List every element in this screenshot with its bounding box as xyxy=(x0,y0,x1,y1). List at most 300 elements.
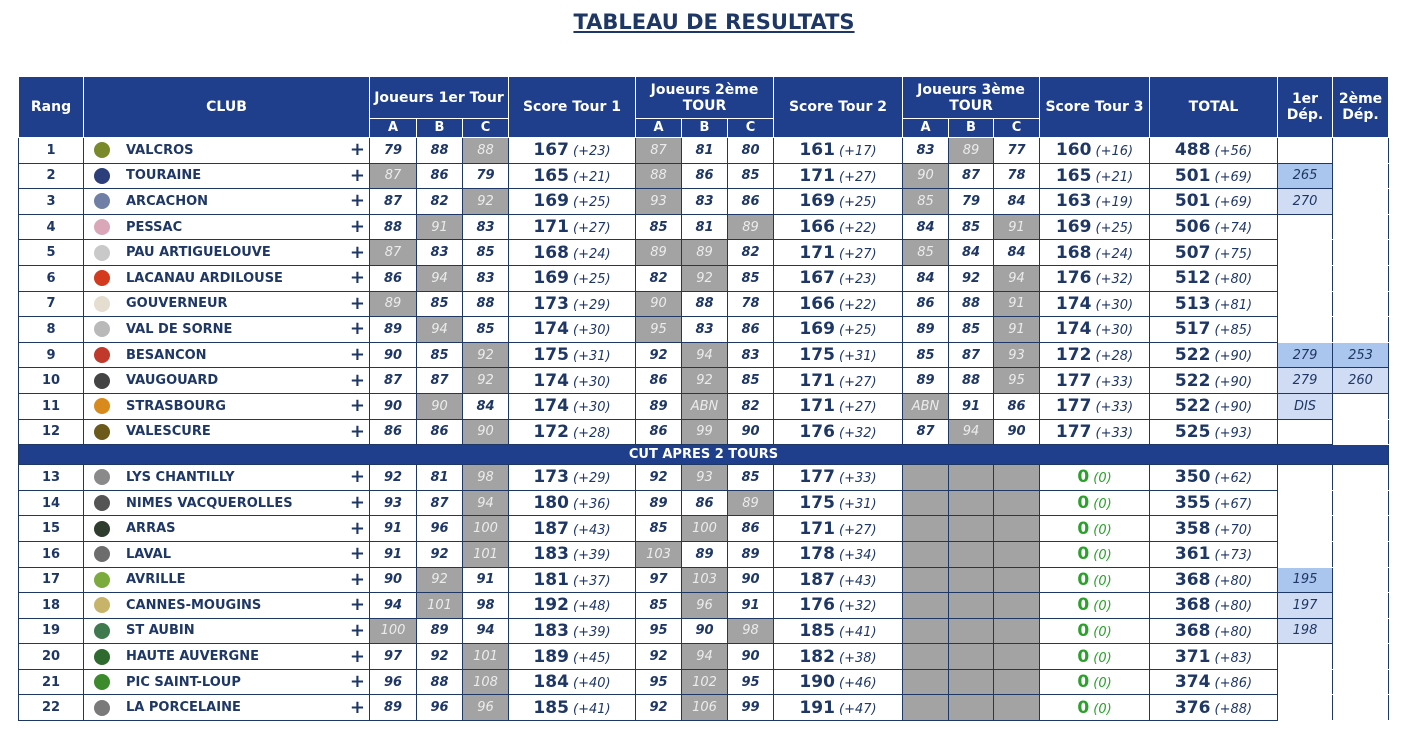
expand-plus-icon[interactable]: + xyxy=(349,466,365,488)
score-tour2-relative: (+22) xyxy=(839,221,877,237)
header-score-tour-1: Score Tour 1 xyxy=(509,77,636,138)
rank-cell: 12 xyxy=(19,419,84,445)
expand-plus-icon[interactable]: + xyxy=(349,420,365,442)
rank-cell: 14 xyxy=(19,490,84,516)
tiebreak-2eme-dep xyxy=(1333,189,1389,215)
score-tour3-relative: (+33) xyxy=(1095,374,1134,390)
tiebreak-1er-dep xyxy=(1278,419,1333,445)
tiebreak-2eme-dep xyxy=(1333,644,1389,670)
player-score-tour1-a: 100 xyxy=(370,618,417,644)
club-cell-content xyxy=(88,568,369,590)
score-tour1-relative: (+37) xyxy=(573,573,611,589)
tiebreak-1er-dep: 198 xyxy=(1278,618,1333,644)
player-score-tour2-a: 88 xyxy=(636,163,682,189)
player-score-tour3-b-empty xyxy=(949,695,994,721)
score-tour3-value: 0 xyxy=(1077,697,1090,718)
club-cell xyxy=(84,189,370,215)
score-tour1 xyxy=(509,240,636,266)
score-tour2 xyxy=(774,593,903,619)
score-tour3-relative: (0) xyxy=(1093,599,1112,615)
player-score-tour2-b: 100 xyxy=(682,516,728,542)
score-tour3 xyxy=(1040,419,1150,445)
expand-plus-icon[interactable]: + xyxy=(349,395,365,417)
total-value: 376 xyxy=(1174,697,1211,718)
score-tour2-relative: (+32) xyxy=(839,599,877,615)
score-tour3 xyxy=(1040,465,1150,491)
score-tour1-value: 171 xyxy=(533,217,569,238)
club-logo-icon xyxy=(94,546,110,562)
score-tour3-relative: (0) xyxy=(1093,548,1112,564)
player-score-tour3-a: 85 xyxy=(903,240,949,266)
player-score-tour3-c: 95 xyxy=(994,368,1040,394)
player-score-tour2-c: 90 xyxy=(728,419,774,445)
player-score-tour1-a: 88 xyxy=(370,214,417,240)
expand-plus-icon[interactable]: + xyxy=(349,292,365,314)
club-cell xyxy=(84,567,370,593)
score-tour1 xyxy=(509,541,636,567)
score-tour1-value: 175 xyxy=(533,345,569,366)
club-logo-icon xyxy=(94,674,110,690)
rank-cell: 21 xyxy=(19,669,84,695)
score-tour2-relative: (+17) xyxy=(839,144,877,160)
club-cell xyxy=(84,644,370,670)
total-value: 374 xyxy=(1174,672,1211,693)
player-score-tour1-b: 96 xyxy=(417,516,463,542)
player-score-tour1-b: 89 xyxy=(417,618,463,644)
player-score-tour1-a: 94 xyxy=(370,593,417,619)
total-cell xyxy=(1150,163,1278,189)
score-tour1 xyxy=(509,618,636,644)
club-cell xyxy=(84,419,370,445)
expand-plus-icon[interactable]: + xyxy=(349,318,365,340)
score-tour1-relative: (+30) xyxy=(573,323,611,339)
player-score-tour3-b: 91 xyxy=(949,393,994,419)
player-score-tour1-c: 85 xyxy=(463,317,509,343)
player-score-tour2-c: 86 xyxy=(728,317,774,343)
player-score-tour2-a: 89 xyxy=(636,490,682,516)
player-score-tour1-a: 96 xyxy=(370,669,417,695)
player-score-tour2-a: 87 xyxy=(636,138,682,164)
expand-plus-icon[interactable]: + xyxy=(349,369,365,391)
total-value: 517 xyxy=(1174,319,1211,340)
score-tour1-value: 167 xyxy=(533,140,569,161)
score-tour2 xyxy=(774,465,903,491)
club-logo-icon xyxy=(94,469,110,485)
player-score-tour3-b: 87 xyxy=(949,342,994,368)
score-tour3-value: 174 xyxy=(1055,319,1092,340)
expand-plus-icon[interactable]: + xyxy=(349,492,365,514)
expand-plus-icon[interactable]: + xyxy=(349,696,365,718)
cut-label: CUT APRES 2 TOURS xyxy=(19,445,1389,465)
player-score-tour3-a: ABN xyxy=(903,393,949,419)
expand-plus-icon[interactable]: + xyxy=(349,216,365,238)
rank-cell: 8 xyxy=(19,317,84,343)
header-t2-c: C xyxy=(728,119,774,138)
player-score-tour3-a: 87 xyxy=(903,419,949,445)
player-score-tour3-b: 88 xyxy=(949,368,994,394)
total-value: 513 xyxy=(1174,293,1211,314)
club-logo-icon xyxy=(94,142,110,158)
rank-cell: 2 xyxy=(19,163,84,189)
player-score-tour1-b: 91 xyxy=(417,214,463,240)
total-cell xyxy=(1150,490,1278,516)
results-body-cut xyxy=(19,465,1389,721)
player-score-tour3-b: 92 xyxy=(949,265,994,291)
player-score-tour2-b: 92 xyxy=(682,368,728,394)
player-score-tour1-a: 89 xyxy=(370,291,417,317)
tiebreak-1er-dep: DIS xyxy=(1278,393,1333,419)
player-score-tour3-a-empty xyxy=(903,669,949,695)
player-score-tour2-a: 85 xyxy=(636,593,682,619)
rank-cell: 10 xyxy=(19,368,84,394)
club-cell-content xyxy=(88,267,369,289)
score-tour2-relative: (+34) xyxy=(839,548,877,564)
tiebreak-1er-dep xyxy=(1278,138,1333,164)
score-tour2 xyxy=(774,490,903,516)
club-logo-icon xyxy=(94,373,110,389)
total-value: 368 xyxy=(1174,569,1211,590)
player-score-tour1-c: 88 xyxy=(463,138,509,164)
score-tour1-value: 173 xyxy=(533,293,569,314)
score-tour1-value: 189 xyxy=(533,646,569,667)
table-row xyxy=(19,189,1389,215)
tiebreak-1er-dep xyxy=(1278,695,1333,721)
player-score-tour3-c: 84 xyxy=(994,189,1040,215)
club-name: VAL DE SORNE xyxy=(126,321,233,337)
score-tour1-relative: (+39) xyxy=(573,624,611,640)
player-score-tour1-c: 101 xyxy=(463,541,509,567)
player-score-tour2-b: 81 xyxy=(682,138,728,164)
score-tour2 xyxy=(774,138,903,164)
tiebreak-2eme-dep xyxy=(1333,265,1389,291)
score-tour2 xyxy=(774,695,903,721)
score-tour1 xyxy=(509,593,636,619)
score-tour2-relative: (+22) xyxy=(839,297,877,313)
player-score-tour2-a: 92 xyxy=(636,644,682,670)
club-cell-content xyxy=(88,369,369,391)
player-score-tour3-c-empty xyxy=(994,541,1040,567)
player-score-tour1-c: 101 xyxy=(463,644,509,670)
player-score-tour3-c: 91 xyxy=(994,317,1040,343)
club-name: NIMES VACQUEROLLES xyxy=(126,495,293,511)
player-score-tour3-c: 91 xyxy=(994,291,1040,317)
club-logo-icon xyxy=(94,245,110,261)
score-tour3-relative: (+21) xyxy=(1095,169,1134,185)
player-score-tour2-a: 95 xyxy=(636,317,682,343)
tiebreak-1er-dep xyxy=(1278,317,1333,343)
score-tour1-value: 174 xyxy=(533,319,569,340)
total-value: 512 xyxy=(1174,268,1211,289)
player-score-tour3-a: 85 xyxy=(903,342,949,368)
expand-plus-icon[interactable]: + xyxy=(349,645,365,667)
score-tour3-relative: (+24) xyxy=(1095,246,1134,262)
score-tour1 xyxy=(509,163,636,189)
score-tour1-relative: (+48) xyxy=(573,599,611,615)
score-tour2-value: 182 xyxy=(799,646,835,667)
club-logo-icon xyxy=(94,168,110,184)
player-score-tour2-a: 85 xyxy=(636,516,682,542)
player-score-tour3-c-empty xyxy=(994,567,1040,593)
score-tour2-value: 169 xyxy=(799,319,835,340)
club-cell xyxy=(84,342,370,368)
expand-plus-icon[interactable]: + xyxy=(349,517,365,539)
score-tour2-value: 190 xyxy=(799,672,835,693)
total-value: 501 xyxy=(1174,165,1211,186)
club-cell-content xyxy=(88,344,369,366)
score-tour3-relative: (+30) xyxy=(1095,297,1134,313)
table-row-cut xyxy=(19,593,1389,619)
total-value: 525 xyxy=(1174,421,1211,442)
player-score-tour3-c-empty xyxy=(994,644,1040,670)
score-tour2 xyxy=(774,567,903,593)
player-score-tour3-b-empty xyxy=(949,567,994,593)
player-score-tour1-b: 92 xyxy=(417,567,463,593)
player-score-tour2-c: 80 xyxy=(728,138,774,164)
player-score-tour1-b: 94 xyxy=(417,265,463,291)
score-tour3-value: 176 xyxy=(1055,268,1092,289)
club-name: CANNES-MOUGINS xyxy=(126,597,262,613)
score-tour2-value: 185 xyxy=(799,620,835,641)
score-tour1 xyxy=(509,189,636,215)
header-total: TOTAL xyxy=(1150,77,1278,138)
table-row xyxy=(19,214,1389,240)
score-tour3-value: 0 xyxy=(1077,518,1090,539)
score-tour3 xyxy=(1040,618,1150,644)
tiebreak-1er-dep xyxy=(1278,669,1333,695)
score-tour1-value: 169 xyxy=(533,191,569,212)
club-name: BESANCON xyxy=(126,347,207,363)
total-cell xyxy=(1150,214,1278,240)
total-cell xyxy=(1150,240,1278,266)
player-score-tour2-a: 95 xyxy=(636,618,682,644)
tiebreak-2eme-dep xyxy=(1333,419,1389,445)
total-relative: (+86) xyxy=(1214,676,1253,692)
player-score-tour2-a: 89 xyxy=(636,393,682,419)
score-tour2 xyxy=(774,541,903,567)
score-tour1 xyxy=(509,214,636,240)
player-score-tour1-c: 88 xyxy=(463,291,509,317)
player-score-tour1-c: 94 xyxy=(463,490,509,516)
score-tour3 xyxy=(1040,317,1150,343)
score-tour3-relative: (+33) xyxy=(1095,425,1134,441)
score-tour2-relative: (+43) xyxy=(839,573,877,589)
score-tour3-relative: (0) xyxy=(1093,624,1112,640)
club-name: ST AUBIN xyxy=(126,623,195,639)
club-cell-content xyxy=(88,164,369,186)
total-cell xyxy=(1150,342,1278,368)
score-tour1-relative: (+41) xyxy=(573,701,611,717)
player-score-tour3-a-empty xyxy=(903,516,949,542)
player-score-tour1-a: 87 xyxy=(370,368,417,394)
expand-plus-icon[interactable]: + xyxy=(349,671,365,693)
score-tour1-value: 183 xyxy=(533,544,569,565)
player-score-tour2-c: 82 xyxy=(728,393,774,419)
tiebreak-2eme-dep xyxy=(1333,393,1389,419)
expand-plus-icon[interactable]: + xyxy=(349,267,365,289)
score-tour3-value: 177 xyxy=(1055,396,1092,417)
player-score-tour3-c: 78 xyxy=(994,163,1040,189)
score-tour1 xyxy=(509,419,636,445)
tiebreak-2eme-dep xyxy=(1333,695,1389,721)
player-score-tour3-a-empty xyxy=(903,695,949,721)
score-tour3-relative: (+32) xyxy=(1095,272,1134,288)
rank-cell: 7 xyxy=(19,291,84,317)
player-score-tour3-a: 85 xyxy=(903,189,949,215)
table-row xyxy=(19,317,1389,343)
score-tour1-relative: (+30) xyxy=(573,374,611,390)
score-tour3-value: 0 xyxy=(1077,493,1090,514)
table-row-cut xyxy=(19,695,1389,721)
player-score-tour1-a: 97 xyxy=(370,644,417,670)
score-tour2-value: 191 xyxy=(799,697,835,718)
score-tour1 xyxy=(509,465,636,491)
score-tour1-relative: (+21) xyxy=(573,169,611,185)
player-score-tour1-b: 90 xyxy=(417,393,463,419)
table-row-cut xyxy=(19,541,1389,567)
header-t1-c: C xyxy=(463,119,509,138)
rank-cell: 19 xyxy=(19,618,84,644)
player-score-tour3-b-empty xyxy=(949,541,994,567)
header-rang: Rang xyxy=(19,77,84,138)
club-cell xyxy=(84,240,370,266)
tiebreak-2eme-dep xyxy=(1333,593,1389,619)
club-logo-icon xyxy=(94,700,110,716)
club-name: ARRAS xyxy=(126,521,176,537)
player-score-tour2-c: 98 xyxy=(728,618,774,644)
player-score-tour1-c: 79 xyxy=(463,163,509,189)
club-cell-content xyxy=(88,619,369,641)
player-score-tour3-a: 84 xyxy=(903,265,949,291)
rank-cell: 16 xyxy=(19,541,84,567)
club-name: PIC SAINT-LOUP xyxy=(126,674,241,690)
player-score-tour1-a: 92 xyxy=(370,465,417,491)
total-cell xyxy=(1150,265,1278,291)
total-value: 488 xyxy=(1174,140,1211,161)
club-cell-content xyxy=(88,696,369,718)
cut-row xyxy=(19,445,1389,465)
total-value: 507 xyxy=(1174,242,1211,263)
total-relative: (+67) xyxy=(1214,497,1253,513)
score-tour2-relative: (+32) xyxy=(839,425,877,441)
player-score-tour1-c: 92 xyxy=(463,342,509,368)
player-score-tour2-b: 99 xyxy=(682,419,728,445)
total-relative: (+62) xyxy=(1214,471,1253,487)
player-score-tour1-a: 86 xyxy=(370,419,417,445)
player-score-tour2-b: 93 xyxy=(682,465,728,491)
total-relative: (+90) xyxy=(1214,374,1253,390)
score-tour1-value: 183 xyxy=(533,620,569,641)
tiebreak-2eme-dep xyxy=(1333,291,1389,317)
player-score-tour1-c: 85 xyxy=(463,240,509,266)
results-body-qualified xyxy=(19,138,1389,445)
club-name: LACANAU ARDILOUSE xyxy=(126,270,283,286)
club-logo-icon xyxy=(94,597,110,613)
expand-plus-icon[interactable]: + xyxy=(349,568,365,590)
score-tour1 xyxy=(509,368,636,394)
score-tour2-value: 177 xyxy=(799,467,835,488)
player-score-tour1-c: 96 xyxy=(463,695,509,721)
player-score-tour1-a: 90 xyxy=(370,567,417,593)
club-cell xyxy=(84,265,370,291)
score-tour2 xyxy=(774,189,903,215)
score-tour3-value: 177 xyxy=(1055,370,1092,391)
total-value: 506 xyxy=(1174,217,1211,238)
player-score-tour2-c: 82 xyxy=(728,240,774,266)
player-score-tour1-c: 98 xyxy=(463,465,509,491)
expand-plus-icon[interactable]: + xyxy=(349,190,365,212)
score-tour1 xyxy=(509,291,636,317)
club-logo-icon xyxy=(94,270,110,286)
total-value: 368 xyxy=(1174,620,1211,641)
score-tour1-value: 165 xyxy=(533,165,569,186)
tiebreak-1er-dep xyxy=(1278,240,1333,266)
score-tour2-relative: (+47) xyxy=(839,701,877,717)
table-row xyxy=(19,240,1389,266)
score-tour2 xyxy=(774,419,903,445)
expand-plus-icon[interactable]: + xyxy=(349,543,365,565)
player-score-tour2-c: 83 xyxy=(728,342,774,368)
player-score-tour2-b: 83 xyxy=(682,189,728,215)
total-value: 355 xyxy=(1174,493,1211,514)
club-cell-content xyxy=(88,395,369,417)
club-cell-content xyxy=(88,671,369,693)
player-score-tour1-a: 91 xyxy=(370,541,417,567)
score-tour3-value: 174 xyxy=(1055,293,1092,314)
player-score-tour1-c: 92 xyxy=(463,189,509,215)
player-score-tour1-c: 100 xyxy=(463,516,509,542)
total-relative: (+88) xyxy=(1214,701,1253,717)
score-tour2-relative: (+25) xyxy=(839,195,877,211)
club-name: VALCROS xyxy=(126,142,194,158)
expand-plus-icon[interactable]: + xyxy=(349,164,365,186)
expand-plus-icon[interactable]: + xyxy=(349,344,365,366)
player-score-tour1-b: 85 xyxy=(417,342,463,368)
score-tour3 xyxy=(1040,368,1150,394)
tiebreak-2eme-dep xyxy=(1333,490,1389,516)
player-score-tour1-b: 88 xyxy=(417,669,463,695)
total-cell xyxy=(1150,618,1278,644)
player-score-tour1-c: 83 xyxy=(463,214,509,240)
player-score-tour3-c-empty xyxy=(994,465,1040,491)
player-score-tour2-c: 89 xyxy=(728,541,774,567)
player-score-tour3-b-empty xyxy=(949,465,994,491)
table-row xyxy=(19,419,1389,445)
club-cell-content xyxy=(88,594,369,616)
player-score-tour2-b: 81 xyxy=(682,214,728,240)
expand-plus-icon[interactable]: + xyxy=(349,594,365,616)
expand-plus-icon[interactable]: + xyxy=(349,619,365,641)
score-tour2 xyxy=(774,393,903,419)
expand-plus-icon[interactable]: + xyxy=(349,139,365,161)
tiebreak-1er-dep: 279 xyxy=(1278,368,1333,394)
tiebreak-1er-dep xyxy=(1278,291,1333,317)
player-score-tour2-a: 86 xyxy=(636,368,682,394)
score-tour3-relative: (+19) xyxy=(1095,195,1134,211)
player-score-tour2-c: 89 xyxy=(728,490,774,516)
total-value: 361 xyxy=(1174,544,1211,565)
score-tour3 xyxy=(1040,490,1150,516)
club-cell-content xyxy=(88,139,369,161)
tiebreak-2eme-dep: 260 xyxy=(1333,368,1389,394)
table-row xyxy=(19,368,1389,394)
expand-plus-icon[interactable]: + xyxy=(349,241,365,263)
score-tour2-value: 169 xyxy=(799,191,835,212)
score-tour1-relative: (+25) xyxy=(573,272,611,288)
player-score-tour1-b: 86 xyxy=(417,163,463,189)
score-tour2-value: 176 xyxy=(799,421,835,442)
club-logo-icon xyxy=(94,347,110,363)
player-score-tour2-b: 103 xyxy=(682,567,728,593)
